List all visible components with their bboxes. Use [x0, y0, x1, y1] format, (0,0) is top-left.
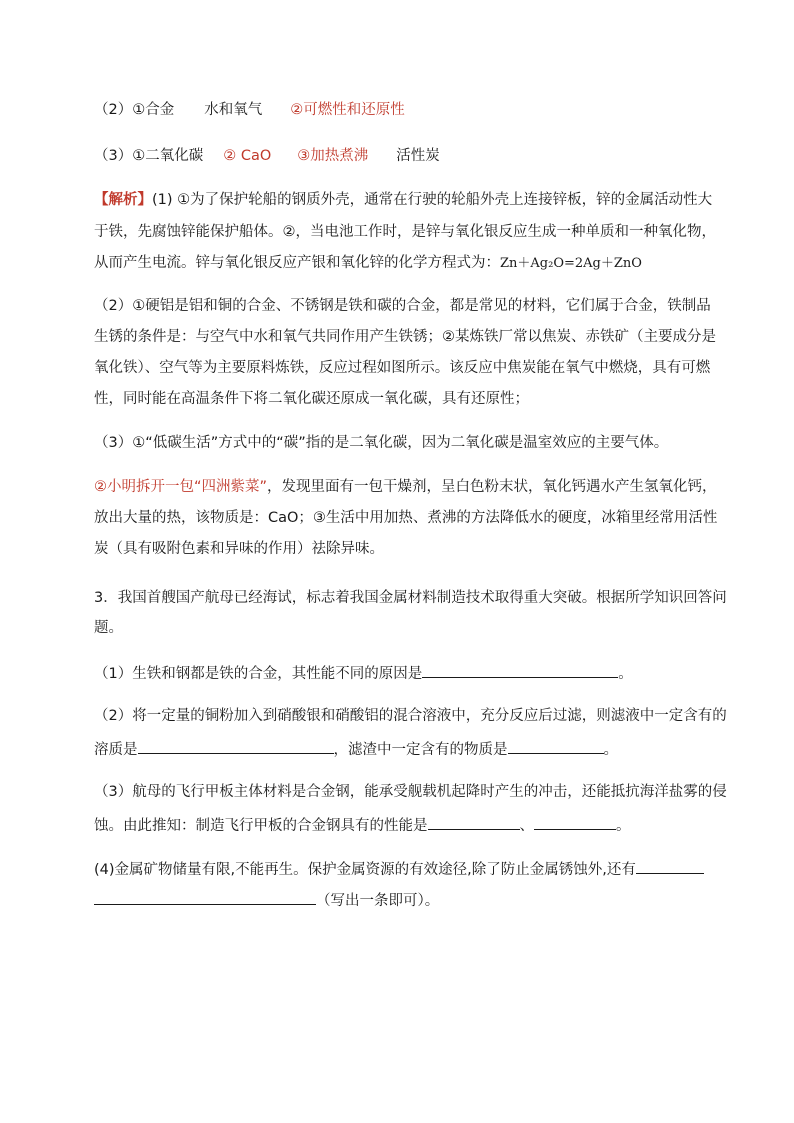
- sub2-text-b: ，滤渣中一定含有的物质是: [333, 742, 508, 758]
- sub3-property-blank-1[interactable]: [428, 814, 520, 830]
- question-3-sub3-line2: [94, 814, 704, 836]
- answer-3-item-boiling: ③加热煮沸: [297, 148, 369, 164]
- answer-2-line: [94, 100, 704, 120]
- answer-2-item-flammability: ②可燃性和还原性: [290, 102, 405, 118]
- answer-3-line: [94, 146, 704, 166]
- sub1-text: （1）生铁和钢都是铁的合金，其性能不同的原因是: [94, 666, 423, 682]
- sub3-text: 蚀。由此推知：制造飞行甲板的合金钢具有的性能是: [94, 818, 428, 834]
- question-3-sub3-line1: （3）航母的飞行甲板主体材料是合金钢，能承受舰载机起降时产生的冲击，还能抵抗海洋盐雾的侵: [94, 784, 727, 800]
- analysis-p1-line2: 于铁，先腐蚀锌能保护船体。②，当电池工作时，是锌与氧化银反应生成一种单质和一种氧化物，: [94, 224, 716, 240]
- analysis-p1-text3: 从而产生电流。锌与氧化银反应产银和氧化锌的化学方程式为：: [94, 255, 500, 271]
- analysis-p1-line1: [94, 190, 713, 210]
- sub3-property-blank-2[interactable]: [534, 814, 616, 830]
- analysis-p2-line1: （2）①硬铝是铝和铜的合金、不锈钢是铁和碳的合金，都是常见的材料，它们属于合金，铁制品: [94, 298, 711, 314]
- sub3-sep: 、: [519, 818, 534, 834]
- sub2-filtrate-blank[interactable]: [138, 738, 334, 754]
- sub4-answer-blank-2[interactable]: [94, 889, 316, 905]
- question-3-sub4-line2: [94, 889, 704, 911]
- analysis-p1-text1: (1) ①为了保护轮船的钢质外壳，通常在行驶的轮船外壳上连接锌板，锌的金属活动性大: [152, 192, 713, 208]
- question-3-sub1: [94, 662, 704, 684]
- analysis-p4-line1: [94, 477, 717, 497]
- question-3-sub4-line1: [94, 858, 704, 880]
- sub4-text: (4)金属矿物储量有限,不能再生。保护金属资源的有效途径,除了防止金属锈蚀外,还有: [94, 862, 636, 878]
- analysis-p4-red-text: ②小明拆开一包“四洲紫菜”: [94, 479, 268, 495]
- analysis-p2-line2: 生锈的条件是：与空气中水和氧气共同作用产生铁锈；②某炼铁厂常以焦炭、赤铁矿（主要成分是: [94, 329, 716, 345]
- answer-3-prefix: （3）①二氧化碳: [94, 148, 204, 164]
- answer-3-item-activated-carbon: 活性炭: [396, 148, 440, 164]
- analysis-p4-rest: ，发现里面有一包干燥剂，呈白色粉末状，氧化钙遇水产生氢氧化钙，: [267, 479, 717, 495]
- analysis-p2-line3: 氧化铁）、空气等为主要原料炼铁，反应过程如图所示。该反应中焦炭能在氧气中燃烧，具有可燃: [94, 360, 711, 376]
- sub1-end: 。: [618, 666, 633, 682]
- question-3-stem-line1: 3．我国首艘国产航母已经海试，标志着我国金属材料制造技术取得重大突破。根据所学知识回答问: [94, 590, 727, 606]
- answer-2-item-water-oxygen: 水和氧气: [204, 102, 263, 118]
- analysis-p2-line4: 性，同时能在高温条件下将二氧化碳还原成一氧化碳，具有还原性；: [94, 391, 529, 407]
- analysis-p3-line1: （3）①“低碳生活”方式中的“碳”指的是二氧化碳，因为二氧化碳是温室效应的主要气体。: [94, 435, 669, 451]
- sub2-text-a: 溶质是: [94, 742, 138, 758]
- sub2-end: 。: [603, 742, 618, 758]
- question-3-stem-line2: 题。: [94, 620, 123, 636]
- question-3-sub2-line1: （2）将一定量的铜粉加入到硝酸银和硝酸铝的混合溶液中，充分反应后过滤，则滤液中一定含有的: [94, 708, 727, 724]
- answer-2-prefix: （2）①合金: [94, 102, 175, 118]
- analysis-p4-line3: 炭（具有吸附色素和异味的作用）祛除异味。: [94, 541, 384, 557]
- sub4-end: （写出一条即可）。: [316, 893, 440, 909]
- sub3-end: 。: [616, 818, 631, 834]
- analysis-p1-line3: [94, 253, 704, 274]
- analysis-p4-line2: 放出大量的热，该物质是：CaO；③生活中用加热、煮沸的方法降低水的硬度，冰箱里经常用活性: [94, 510, 718, 526]
- sub4-answer-blank-1[interactable]: [636, 858, 704, 874]
- question-3-sub2-line2: [94, 738, 704, 760]
- analysis-tag: 【解析】: [94, 192, 152, 208]
- chemical-equation: Zn＋Ag₂O=2Ag＋ZnO: [500, 256, 642, 271]
- sub1-answer-blank[interactable]: [422, 662, 618, 678]
- sub2-residue-blank[interactable]: [508, 738, 604, 754]
- answer-3-item-cao: ② CaO: [223, 148, 272, 164]
